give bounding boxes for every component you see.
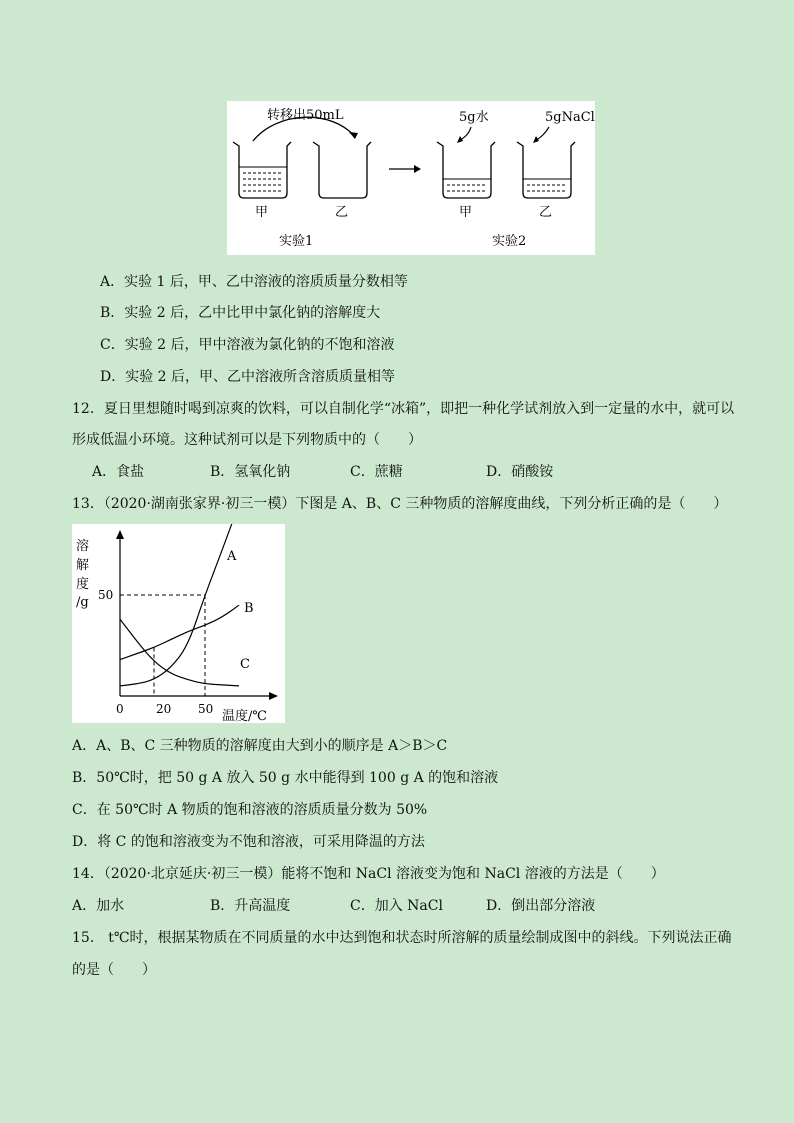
curve-b bbox=[120, 605, 239, 660]
beaker-yi-exp2 bbox=[517, 142, 575, 198]
q12-option-c: C．蔗糖 bbox=[350, 464, 403, 480]
x-tick-50: 50 bbox=[198, 702, 214, 716]
ylabel-char-3: 度 bbox=[76, 577, 90, 592]
q15-stem-line2: 的是（ ） bbox=[72, 962, 156, 978]
q12-option-b: B．氢氧化钠 bbox=[210, 464, 291, 480]
x-axis-label: 温度/℃ bbox=[222, 709, 267, 723]
y-tick-50: 50 bbox=[98, 588, 114, 602]
experiment-svg bbox=[227, 101, 595, 255]
beaker-jia-exp1 bbox=[233, 142, 291, 198]
beaker-jia-exp2 bbox=[437, 142, 495, 198]
q12-stem-line2: 形成低温小环境。这种试剂可以是下列物质中的（ ） bbox=[72, 432, 422, 448]
ylabel-char-1: 溶 bbox=[76, 539, 90, 554]
water-label: 5g水 bbox=[459, 110, 489, 125]
series-label-c: C bbox=[240, 657, 250, 672]
q11-option-d: D．实验 2 后，甲、乙中溶液所含溶质质量相等 bbox=[100, 369, 396, 385]
q13-option-a: A．A、B、C 三种物质的溶解度由大到小的顺序是 A＞B＞C bbox=[72, 738, 448, 754]
q13-option-c: C．在 50℃时 A 物质的饱和溶液的溶质质量分数为 50% bbox=[72, 802, 428, 818]
q12-option-a: A．食盐 bbox=[92, 464, 145, 480]
series-label-a: A bbox=[227, 549, 237, 564]
q11-option-c: C．实验 2 后，甲中溶液为氯化钠的不饱和溶液 bbox=[100, 337, 395, 353]
transfer-label: 转移出50mL bbox=[267, 108, 344, 123]
x-tick-0: 0 bbox=[116, 702, 124, 716]
series-label-b: B bbox=[244, 601, 254, 616]
q14-stem: 14．（2020·北京延庆·初三一模）能将不饱和 NaCl 溶液变为饱和 NaCl 溶液的方法是（ ） bbox=[72, 866, 665, 882]
transfer-arrow-head bbox=[349, 132, 358, 139]
x-axis-arrow bbox=[269, 692, 278, 700]
x-tick-20: 20 bbox=[156, 702, 172, 716]
beaker-jia-label-2: 甲 bbox=[459, 205, 473, 220]
q11-option-b: B．实验 2 后，乙中比甲中氯化钠的溶解度大 bbox=[100, 305, 381, 321]
q12-stem-line1: 12．夏日里想随时喝到凉爽的饮料，可以自制化学“冰箱”，即把一种化学试剂放入到一定量的水中，就可以 bbox=[72, 401, 735, 417]
beaker-jia-label-1: 甲 bbox=[255, 205, 269, 220]
beaker-yi-exp1 bbox=[313, 142, 371, 198]
y-axis-arrow bbox=[116, 530, 124, 539]
experiment-figure bbox=[227, 101, 595, 255]
q12-option-d: D．硝酸铵 bbox=[486, 464, 554, 480]
q11-option-a: A．实验 1 后，甲、乙中溶液的溶质质量分数相等 bbox=[100, 274, 408, 290]
q15-stem-line1: 15． t℃时，根据某物质在不同质量的水中达到饱和状态时所溶解的质量绘制成图中的斜线。下列说法正确 bbox=[72, 930, 732, 946]
process-arrow-head bbox=[414, 165, 421, 173]
ylabel-char-4: /g bbox=[76, 595, 89, 610]
solubility-chart bbox=[72, 524, 285, 723]
curve-a bbox=[120, 524, 239, 686]
q14-option-c: C．加入 NaCl bbox=[350, 898, 443, 914]
beaker-yi-label-1: 乙 bbox=[335, 205, 349, 220]
q14-option-a: A．加水 bbox=[72, 898, 125, 914]
nacl-label: 5gNaCl bbox=[545, 110, 595, 125]
exp2-label: 实验2 bbox=[492, 234, 527, 249]
exp1-label: 实验1 bbox=[279, 234, 314, 249]
beaker-yi-label-2: 乙 bbox=[539, 205, 553, 220]
q14-option-d: D．倒出部分溶液 bbox=[486, 898, 596, 914]
q13-stem: 13．（2020·湖南张家界·初三一模）下图是 A、B、C 三种物质的溶解度曲线，下列分析正确的是（ ） bbox=[72, 496, 728, 512]
ylabel-char-2: 解 bbox=[76, 558, 90, 573]
curve-c bbox=[120, 619, 239, 686]
solubility-chart-svg bbox=[72, 524, 285, 723]
q14-option-b: B．升高温度 bbox=[210, 898, 291, 914]
q13-option-d: D．将 C 的饱和溶液变为不饱和溶液，可采用降温的方法 bbox=[72, 834, 425, 850]
q13-option-b: B．50℃时，把 50 g A 放入 50 g 水中能得到 100 g A 的饱和溶液 bbox=[72, 770, 499, 786]
